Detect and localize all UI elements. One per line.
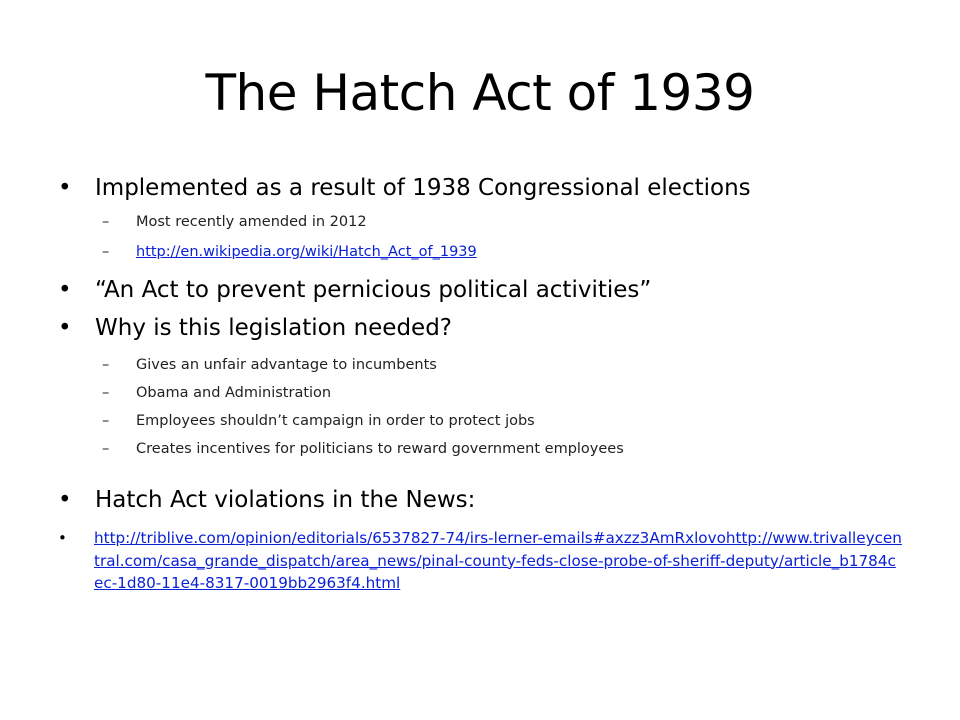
- sub-bullet-text: Most recently amended in 2012: [136, 214, 367, 230]
- dash-marker: –: [102, 385, 110, 401]
- bullet-text: Hatch Act violations in the News:: [95, 487, 476, 513]
- dash-marker: –: [102, 357, 110, 373]
- bullet-text: Why is this legislation needed?: [95, 315, 453, 341]
- sub-bullet-text: [136, 241, 477, 263]
- wikipedia-link[interactable]: http://en.wikipedia.org/wiki/Hatch_Act_of_1939: [136, 244, 477, 260]
- bullet-text: “An Act to prevent pernicious political activities”: [95, 277, 652, 303]
- bullet-marker: •: [58, 487, 72, 513]
- news-link-text: [94, 527, 904, 595]
- sub-bullet-text: Employees shouldn’t campaign in order to protect jobs: [136, 413, 535, 429]
- bullet-marker: •: [58, 175, 72, 201]
- sub-bullet-text: Creates incentives for politicians to reward government employees: [136, 441, 624, 457]
- bullet-marker: •: [58, 529, 67, 547]
- dash-marker: –: [102, 214, 110, 230]
- slide-title: The Hatch Act of 1939: [205, 64, 755, 122]
- dash-marker: –: [102, 244, 110, 260]
- news-link[interactable]: http://triblive.com/opinion/editorials/6537827-74/irs-lerner-emails#axzz3AmRxlovohttp://www.trivalleycentral.com/casa_grande_dispatch/area_news/pinal-county-feds-close-probe-of-sheriff-deputy/article_b1784cec-1d80-11e4-8317-0019bb2963f4.html: [94, 529, 902, 592]
- sub-bullet-text: Obama and Administration: [136, 385, 332, 401]
- dash-marker: –: [102, 413, 110, 429]
- bullet-marker: •: [58, 315, 72, 341]
- bullet-marker: •: [58, 277, 72, 303]
- dash-marker: –: [102, 441, 110, 457]
- sub-bullet-text: Gives an unfair advantage to incumbents: [136, 357, 437, 373]
- bullet-text: Implemented as a result of 1938 Congressional elections: [95, 175, 751, 201]
